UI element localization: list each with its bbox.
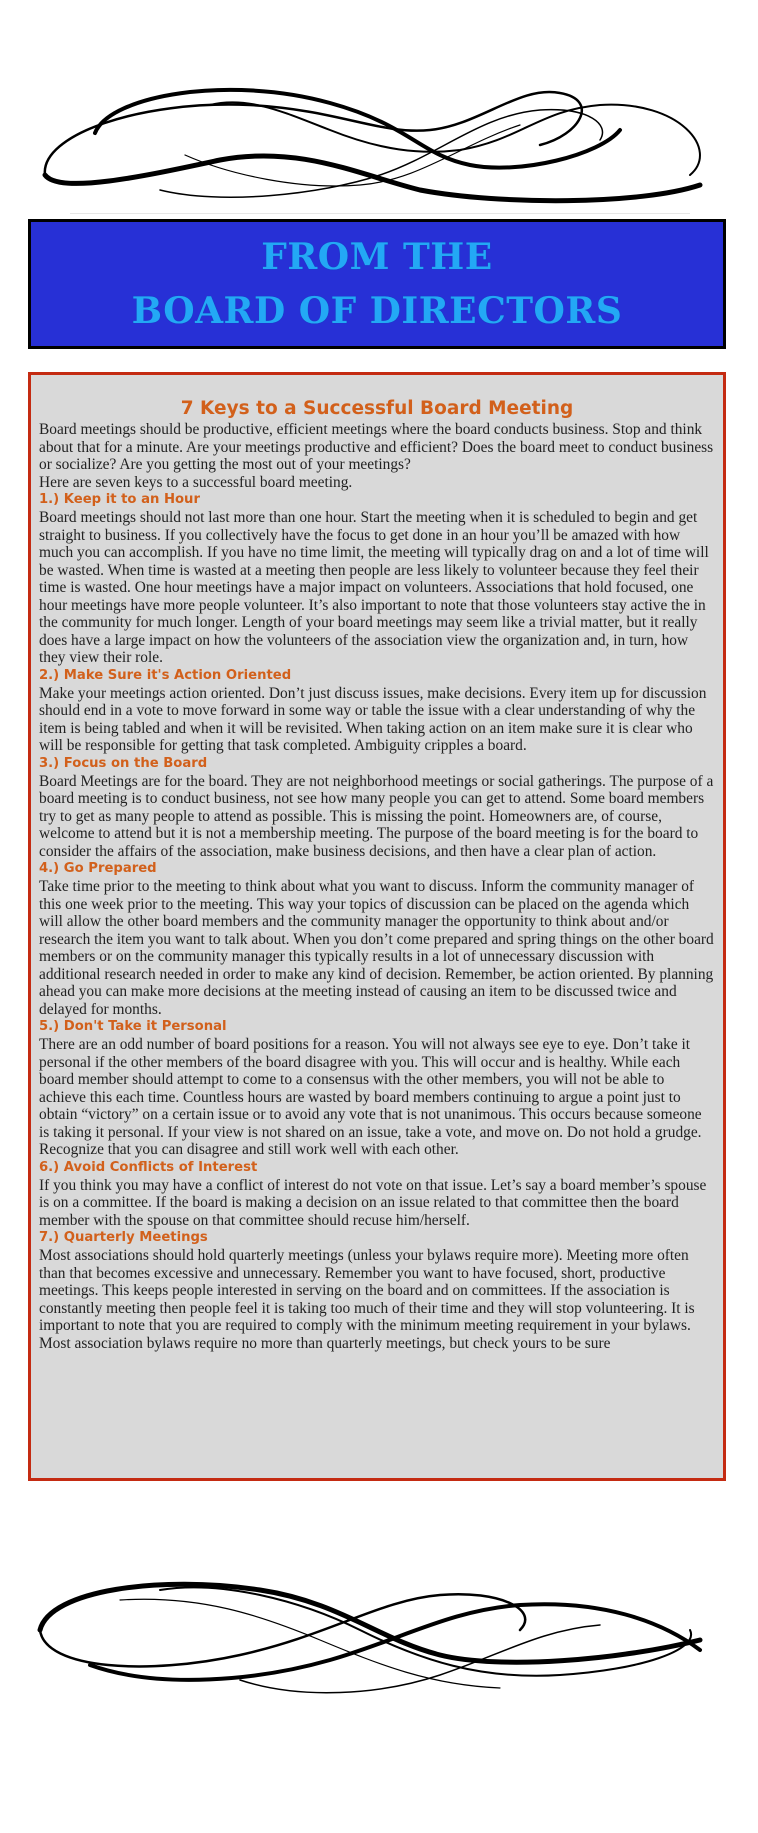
section-heading-1: 1.) Keep it to an Hour — [39, 492, 200, 507]
section-heading-3: 3.) Focus on the Board — [39, 755, 208, 771]
section-body-7: Most associations should hold quarterly meetings (unless your bylaws require more). Meeting more often than that becomes excessive and unnecessary. Remember you want to have focused, short, productive meetings. This keeps people interested in serving on the board and on committees. If the association is constantly meeting then people feel it is taking too much of their time and they will stop volunteering. It is important to note that you are required to comply with the minimum meeting requirement in your bylaws. Most association bylaws require no more than quarterly meetings, but check yours to be sure — [39, 1247, 695, 1352]
article-panel — [28, 372, 726, 1481]
section-body-6: If you think you may have a conflict of interest do not vote on that issue. Let’s say a board member’s spouse is on a committee. If the board is making a decision on an issue related to that committee then the board member with the spouse on that committee should recuse him/herself. — [39, 1176, 707, 1229]
article-lead: Here are seven keys to a successful board meeting. — [39, 473, 353, 491]
flourish-divider-top — [0, 55, 758, 205]
banner-line-1: FROM THE — [261, 236, 493, 278]
section-heading-7: 7.) Quarterly Meetings — [39, 1230, 208, 1245]
article-intro: Board meetings should be productive, efficient meetings where the board conducts business. Stop and think about that for a minute. Are your meetings productive and efficient? Does the board meet to conduct business or socialize? Are you getting the most out of your meetings? — [39, 421, 714, 473]
section-heading-6: 6.) Avoid Conflicts of Interest — [39, 1159, 258, 1175]
banner-line-2: BOARD OF DIRECTORS — [131, 290, 623, 332]
board-banner — [28, 219, 726, 349]
section-body-3: Board Meetings are for the board. They are not neighborhood meetings or social gatherings. The purpose of a board meeting is to conduct business, not see how many people you can get to attend. Some board members try to get as many people to attend as possible. This is missing the point. Homeowners are, of course, welcome to attend but it is not a membership meeting. The purpose of the board meeting is for the board to consider the affairs of the association, make business decisions, and then have a clear plan of action. — [39, 772, 714, 860]
article-title: 7 Keys to a Successful Board Meeting — [180, 398, 574, 419]
section-body-4: Take time prior to the meeting to think about what you want to discuss. Inform the community manager of this one week prior to the meeting. This way your topics of discussion can be placed on the agenda which will allow the other board members and the community manager the opportunity to think about and/or research the item you want to talk about. When you don’t come prepared and spring things on the other board members or on the community manager this typically results in a lot of unnecessary discussion with additional research needed in order to make any kind of decision. Remember, be action oriented. By planning ahead you can make more decisions at the meeting instead of causing an item to be discussed twice and delayed for months. — [39, 878, 714, 1018]
flourish-divider-bottom — [0, 1560, 758, 1710]
section-heading-2: 2.) Make Sure it's Action Oriented — [39, 667, 292, 683]
header-rule — [70, 213, 690, 214]
section-body-1: Board meetings should not last more than one hour. Start the meeting when it is scheduled to begin and get straight to business. If you collectively have the focus to get done in an hour you’ll be amazed with how much you can accomplish. If you have no time limit, the meeting will typically drag on and a lot of time will be wasted. When time is wasted at a meeting then people are less likely to volunteer because they feel their time is wasted. One hour meetings have a major impact on volunteers. Associations that hold focused, one hour meetings have more people volunteer. It’s also important to note that those volunteers stay active the in the community for much longer. Length of your board meetings may seem like a trivial matter, but it really does have a large impact on how the volunteers of the association view the organization and, in turn, how they view their role. — [39, 509, 709, 666]
section-heading-4: 4.) Go Prepared — [39, 861, 157, 876]
section-heading-5: 5.) Don't Take it Personal — [39, 1019, 227, 1034]
section-body-5: There are an odd number of board positions for a reason. You will not always see eye to eye. Don’t take it personal if the other members of the board disagree with you. This will occur and is healthy. While each board member should attempt to come to a consensus with the other members, you will not be able to achieve this each time. Countless hours are wasted by board members continuing to argue a point just to obtain “victory” on a certain issue or to avoid any vote that is not unanimous. This occurs because someone is taking it personal. If your view is not shared on an issue, take a vote, and move on. Do not hold a grudge. Recognize that you can disagree and still work well with each other. — [39, 1036, 702, 1158]
section-body-2: Make your meetings action oriented. Don’t just discuss issues, make decisions. Every item up for discussion should end in a vote to move forward in some way or table the issue with a clear understanding of why the item is being tabled and when it will be revisited. When taking action on an item make sure it is clear who will be responsible for getting that task completed. Ambiguity cripples a board. — [39, 684, 707, 754]
